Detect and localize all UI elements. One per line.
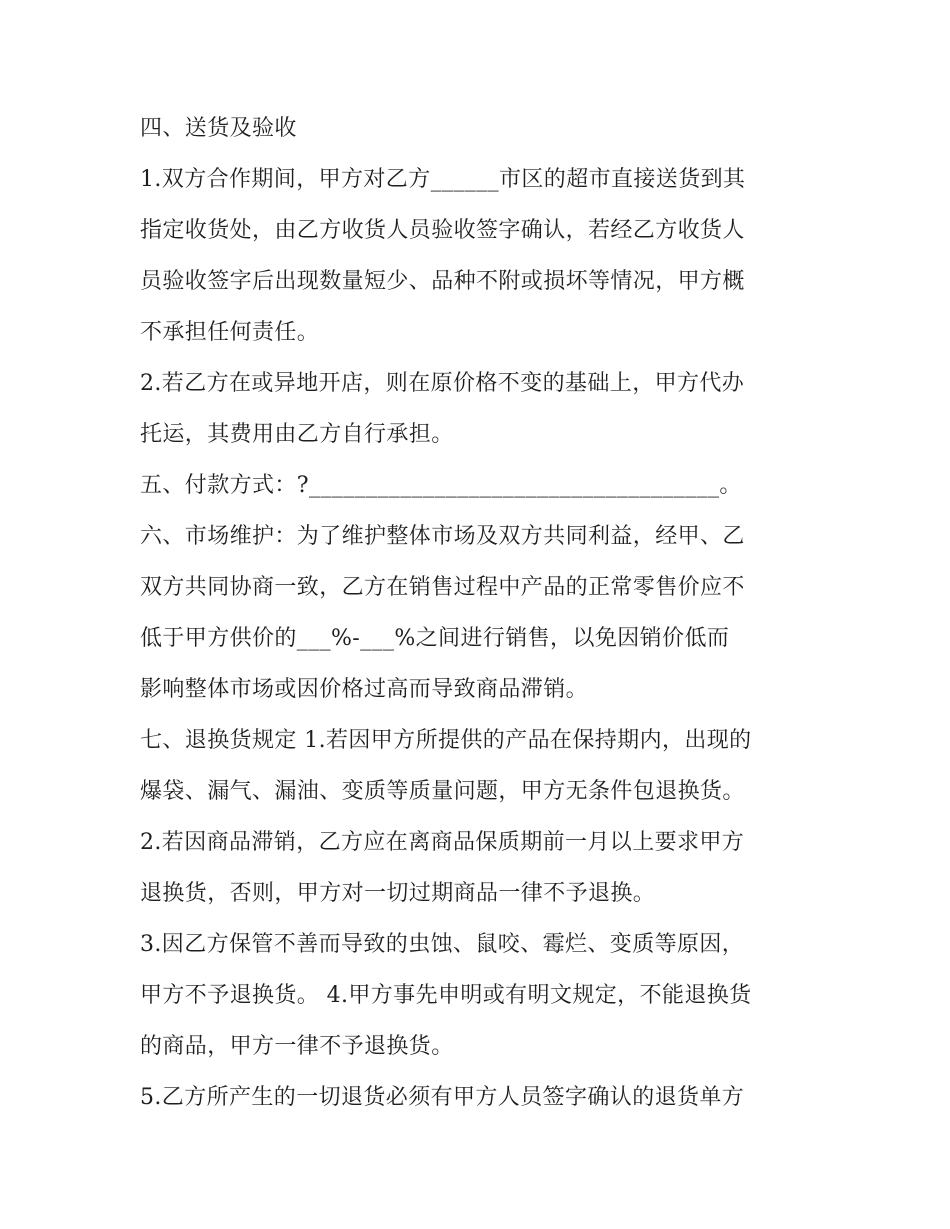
text-line: 员验收签字后出现数量短少、品种不附或损坏等情况，甲方概 xyxy=(140,269,745,294)
text-line: 1.双方合作期间，甲方对乙方______市区的超市直接送货到其 xyxy=(140,167,746,192)
text-line: 爆袋、漏气、漏油、变质等质量问题，甲方无条件包退换货。 xyxy=(140,779,745,804)
text-line: 2.若因商品滞销，乙方应在离商品保质期前一月以上要求甲方 xyxy=(140,830,745,855)
text-line: 低于甲方供价的___%-___%之间进行销售，以免因销价低而 xyxy=(140,626,730,651)
text-line: 影响整体市场或因价格过高而导致商品滞销。 xyxy=(140,677,589,702)
text-line: 甲方不予退换货。 4.甲方事先申明或有明文规定，不能退换货 xyxy=(140,983,752,1008)
text-line: 的商品，甲方一律不予退换货。 xyxy=(140,1034,454,1059)
text-line: 不承担任何责任。 xyxy=(140,320,320,345)
text-line: 指定收货处，由乙方收货人员验收签字确认，若经乙方收货人 xyxy=(140,218,745,243)
section-heading-delivery: 四、送货及验收 xyxy=(140,116,297,141)
text-line: 3.因乙方保管不善而导致的虫蚀、鼠咬、霉烂、变质等原因， xyxy=(140,932,745,957)
text-line: 2.若乙方在或异地开店，则在原价格不变的基础上，甲方代办 xyxy=(140,371,745,396)
text-line: 双方共同协商一致，乙方在销售过程中产品的正常零售价应不 xyxy=(140,575,745,600)
document-body xyxy=(140,103,820,1123)
section-heading-payment: 五、付款方式：?____________________________________。 xyxy=(140,473,742,498)
text-line: 退换货，否则，甲方对一切过期商品一律不予退换。 xyxy=(140,881,656,906)
section-heading-returns: 七、退换货规定 1.若因甲方所提供的产品在保持期内，出现的 xyxy=(140,728,752,753)
section-heading-market: 六、市场维护：为了维护整体市场及双方共同利益，经甲、乙 xyxy=(140,524,745,549)
text-line: 托运，其费用由乙方自行承担。 xyxy=(140,422,454,447)
text-line: 5.乙方所产生的一切退货必须有甲方人员签字确认的退货单方 xyxy=(140,1085,745,1110)
